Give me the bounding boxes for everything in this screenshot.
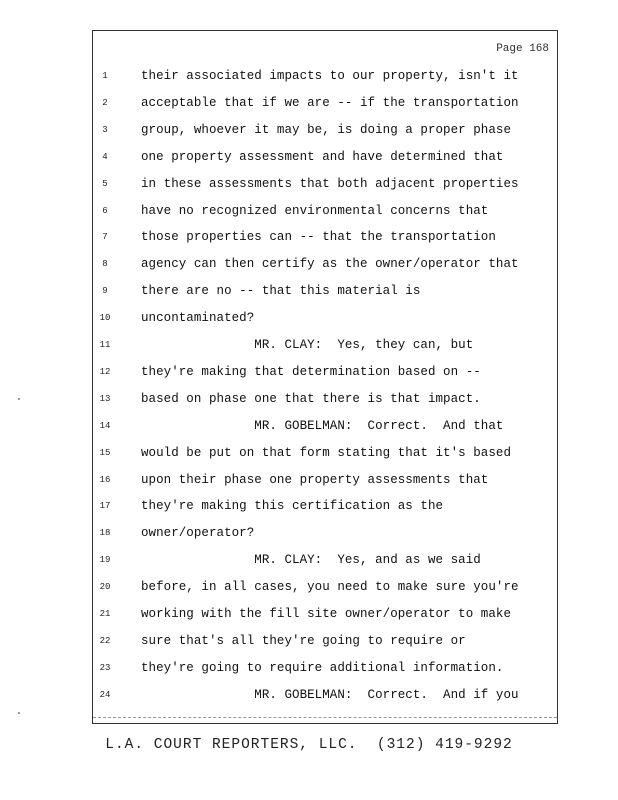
transcript-line: working with the fill site owner/operator to make — [141, 607, 512, 621]
transcript-line: MR. GOBELMAN: Correct. And that — [141, 418, 504, 433]
line-number: 8 — [102, 259, 108, 270]
line-number: 3 — [102, 124, 108, 135]
scan-speck — [18, 398, 20, 400]
line-number: 20 — [99, 582, 111, 593]
page-number: Page 168 — [496, 43, 549, 55]
transcript-line: agency can then certify as the owner/operator that — [141, 257, 519, 272]
line-number: 13 — [99, 393, 111, 404]
line-number: 16 — [99, 474, 111, 485]
transcript-line: MR. CLAY: Yes, and as we said — [141, 553, 481, 568]
line-number: 18 — [99, 528, 111, 539]
transcript-line: in these assessments that both adjacent properties — [141, 176, 519, 191]
line-number: 19 — [99, 555, 111, 566]
line-number: 15 — [99, 447, 111, 458]
scan-speck — [18, 712, 20, 714]
transcript-line: their associated impacts to our property, isn't it — [141, 69, 519, 83]
line-number: 4 — [102, 151, 108, 162]
court-reporter-footer: L.A. COURT REPORTERS, LLC. (312) 419-9292 — [105, 737, 513, 753]
line-number: 1 — [102, 71, 108, 81]
line-number: 22 — [99, 635, 111, 646]
line-number: 9 — [102, 286, 108, 297]
line-number: 7 — [102, 232, 108, 243]
transcript-line: before, in all cases, you need to make sure you're — [141, 580, 519, 595]
line-number: 5 — [102, 178, 108, 189]
line-number: 17 — [99, 501, 111, 512]
transcript-line: based on phase one that there is that impact. — [141, 391, 481, 406]
transcript-line: those properties can -- that the transportation — [141, 230, 496, 245]
transcript-line: MR. CLAY: Yes, they can, but — [141, 338, 474, 352]
transcript-line: have no recognized environmental concerns that — [141, 203, 489, 218]
line-number: 6 — [102, 205, 108, 216]
transcript-line: they're going to require additional information. — [141, 660, 504, 675]
transcript-page — [92, 30, 558, 724]
transcript-line: owner/operator? — [141, 526, 255, 541]
line-number: 23 — [99, 662, 111, 673]
line-number: 11 — [99, 340, 111, 350]
line-number: 24 — [99, 689, 111, 700]
line-number: 2 — [102, 97, 108, 108]
transcript-line: would be put on that form stating that it's based — [141, 445, 512, 460]
transcript-line: acceptable that if we are -- if the transportation — [141, 95, 519, 110]
transcript-line: there are no -- that this material is — [141, 284, 421, 299]
transcript-line: one property assessment and have determined that — [141, 149, 504, 164]
transcript-line: they're making that determination based on -- — [141, 364, 481, 379]
line-number: 21 — [99, 609, 111, 619]
transcript-line: uncontaminated? — [141, 311, 255, 326]
line-number: 14 — [99, 420, 111, 431]
transcript-line: sure that's all they're going to require or — [141, 633, 466, 648]
line-number: 10 — [99, 313, 111, 324]
transcript-line: they're making this certification as the — [141, 499, 444, 514]
line-number: 12 — [99, 366, 111, 377]
transcript-line: MR. GOBELMAN: Correct. And if you — [141, 687, 519, 702]
transcript-line: upon their phase one property assessments that — [141, 472, 489, 487]
transcript-line: group, whoever it may be, is doing a proper phase — [141, 122, 512, 137]
